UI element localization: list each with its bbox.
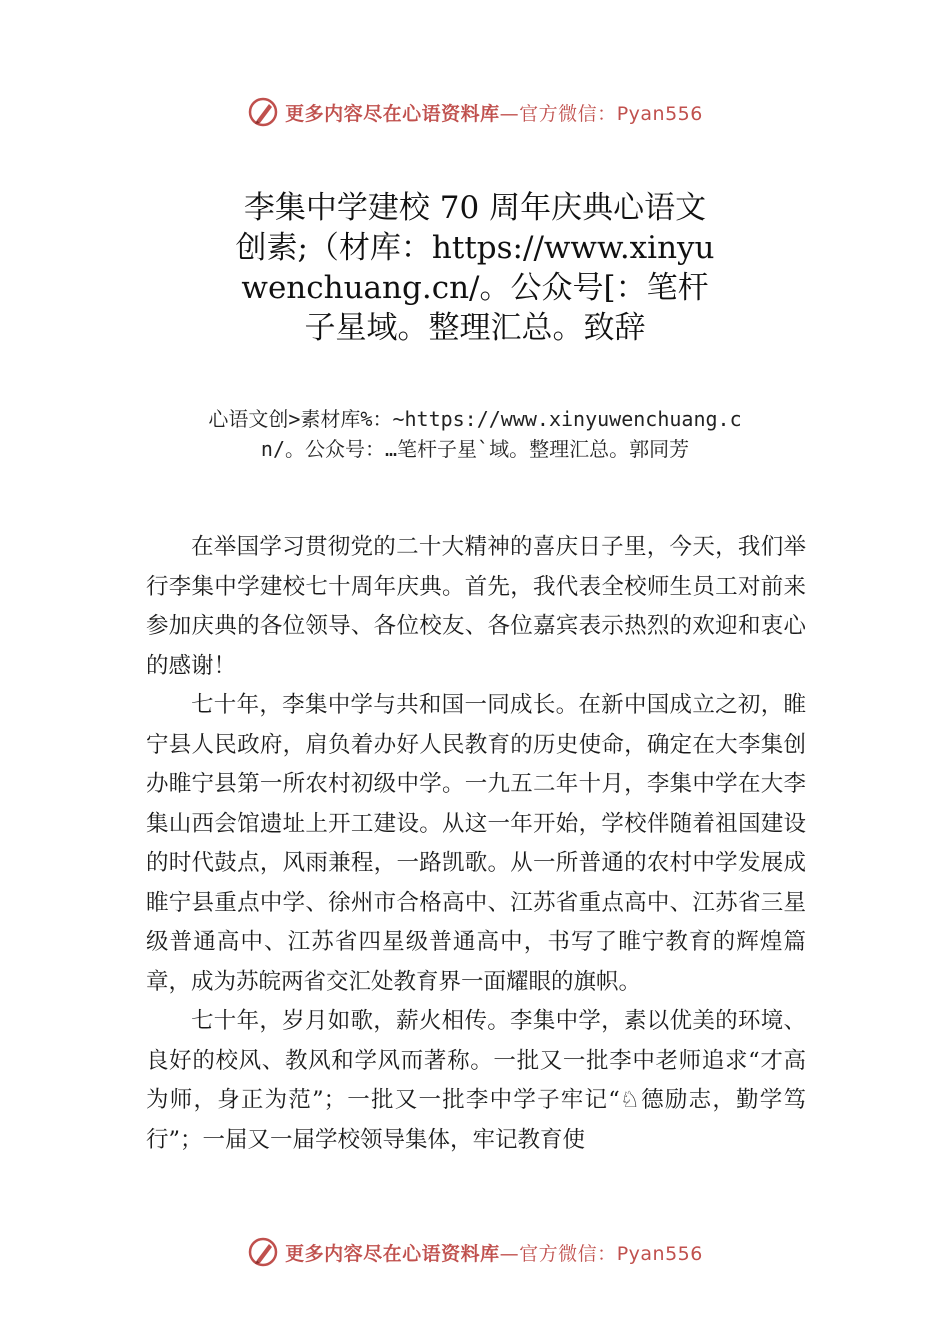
paragraph: 在举国学习贯彻党的二十大精神的喜庆日子里，今天，我们举行李集中学建校七十周年庆典。首先，我代表全校师生员工对前来参加庆典的各位领导、各位校友、各位嘉宾表示热烈的欢迎和衷心的感谢！ [146,534,806,679]
banner-dash: — [499,102,520,125]
footer-banner [0,1236,950,1268]
pen-logo-icon [247,96,279,128]
pen-logo-icon [247,1236,279,1268]
banner-dash: — [499,1242,520,1265]
banner-handle: Pyan556 [616,102,703,125]
banner-main: 更多内容尽在心语资料库 [285,102,500,125]
paragraph: 七十年，李集中学与共和国一同成长。在新中国成立之初，睢宁县人民政府，肩负着办好人民教育的历史使命，确定在大李集创办睢宁县第一所农村初级中学。一九五二年十月，李集中学在大李集山西会馆遗址上开工建设。从这一年开始，学校伴随着祖国建设的时代鼓点，风雨兼程，一路凯歌。从一所普通的农村中学发展成睢宁县重点中学、徐州市合格高中、江苏省重点高中、江苏省三星级普通高中、江苏省四星级普通高中，书写了睢宁教育的辉煌篇章，成为苏皖两省交汇处教育界一面耀眼的旗帜。 [146,692,806,995]
document-title: 李集中学建校 70 周年庆典心语文创素;（材库：https://www.xinyuwenchuang.cn/。公众号[：笔杆子星域。整理汇总。致辞 [235,190,715,346]
document-subtitle: 心语文创>素材库%：~https://www.xinyuwenchuang.cn/。公众号：…笔杆子星`域。整理汇总。郭同芳 [208,407,742,461]
banner-text [285,99,703,126]
banner-main: 更多内容尽在心语资料库 [285,1242,500,1265]
header-banner [0,96,950,128]
banner-text [285,1239,703,1266]
paragraph: 七十年，岁月如歌，薪火相传。李集中学，素以优美的环境、良好的校风、教风和学风而著称。一批又一批李中老师追求“才高为师，身正为范”；一批又一批李中学子牢记“♘德励志，勤学笃行”；一届又一届学校领导集体，牢记教育使 [146,1008,806,1153]
banner-gov: 官方微信： [519,102,617,125]
banner-handle: Pyan556 [616,1242,703,1265]
banner-gov: 官方微信： [519,1242,617,1265]
document-body [146,528,806,1160]
